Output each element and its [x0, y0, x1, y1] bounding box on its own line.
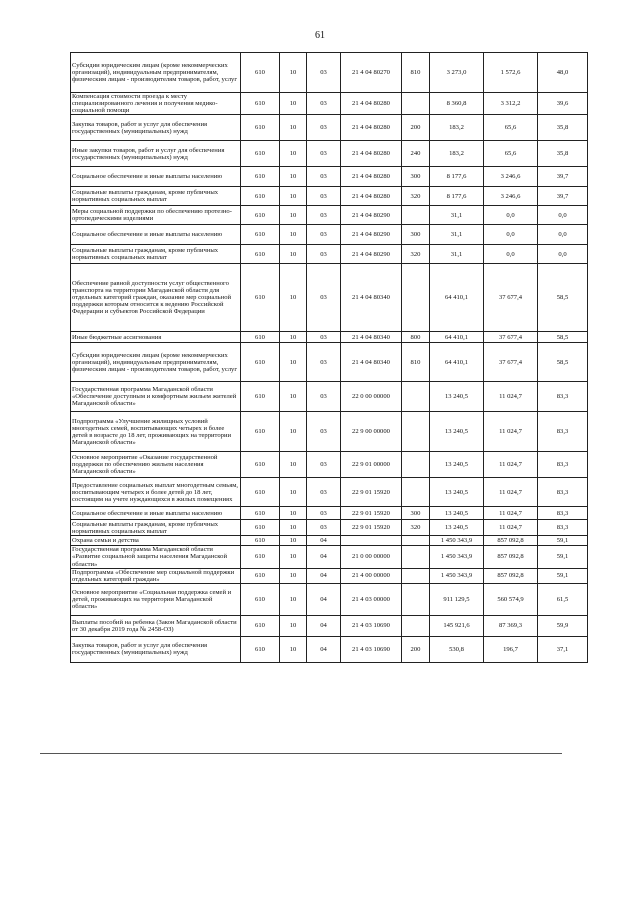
row-type-cell	[402, 615, 430, 636]
row-plan-cell: 1 450 343,9	[430, 536, 484, 546]
row-percent-cell: 59,1	[538, 546, 588, 568]
row-percent-cell: 83,3	[538, 520, 588, 536]
row-type-cell	[402, 412, 430, 452]
row-type-cell	[402, 264, 430, 332]
row-article-cell: 21 4 03 10690	[341, 636, 402, 662]
row-ministry-cell: 610	[241, 636, 280, 662]
row-plan-cell: 145 921,6	[430, 615, 484, 636]
row-ministry-cell: 610	[241, 412, 280, 452]
row-ministry-cell: 610	[241, 478, 280, 507]
row-percent-cell: 35,8	[538, 141, 588, 167]
row-name-cell: Охрана семьи и детства	[71, 536, 241, 546]
row-type-cell	[402, 546, 430, 568]
row-plan-cell: 8 360,8	[430, 93, 484, 115]
row-article-cell: 21 4 03 00000	[341, 583, 402, 615]
row-article-cell: 21 4 04 80270	[341, 53, 402, 93]
row-ministry-cell: 610	[241, 93, 280, 115]
row-name-cell: Закупка товаров, работ и услуг для обеспечения государственных (муниципальных) нужд	[71, 115, 241, 141]
row-actual-cell: 87 369,3	[484, 615, 538, 636]
row-subsection-cell: 03	[307, 343, 341, 382]
row-name-cell: Подпрограмма «Обеспечение мер социальной поддержки отдельных категорий граждан»	[71, 568, 241, 583]
row-name-cell: Обеспечение равной доступности услуг общественного транспорта на территории Магаданской области для отдельных категорий граждан, оказание мер социальной поддержки которым относится к ведению Российской Федерации и субъектов Российской Федерации	[71, 264, 241, 332]
row-name-cell: Иные закупки товаров, работ и услуг для обеспечения государственных (муниципальных) нужд	[71, 141, 241, 167]
row-percent-cell: 83,3	[538, 382, 588, 412]
row-percent-cell: 0,0	[538, 245, 588, 264]
budget-table	[70, 52, 588, 663]
row-article-cell: 21 4 03 10690	[341, 615, 402, 636]
row-type-cell: 320	[402, 520, 430, 536]
row-section-cell: 10	[280, 382, 307, 412]
table-row	[71, 520, 588, 536]
row-article-cell: 21 4 04 80290	[341, 206, 402, 225]
row-section-cell: 10	[280, 53, 307, 93]
table-row	[71, 93, 588, 115]
row-plan-cell: 911 129,5	[430, 583, 484, 615]
row-type-cell	[402, 452, 430, 478]
row-ministry-cell: 610	[241, 115, 280, 141]
table-row	[71, 245, 588, 264]
table-row	[71, 615, 588, 636]
row-actual-cell: 11 024,7	[484, 412, 538, 452]
row-type-cell	[402, 583, 430, 615]
row-ministry-cell: 610	[241, 332, 280, 343]
table-row	[71, 568, 588, 583]
row-article-cell: 21 4 04 80340	[341, 332, 402, 343]
table-row	[71, 507, 588, 520]
row-section-cell: 10	[280, 141, 307, 167]
row-subsection-cell: 04	[307, 636, 341, 662]
row-article-cell: 21 4 04 80280	[341, 167, 402, 187]
row-name-cell: Субсидии юридическим лицам (кроме некоммерческих организаций), индивидуальным предпринимателям, физическим лицам - производителям товаров, работ, услуг	[71, 53, 241, 93]
row-subsection-cell: 03	[307, 452, 341, 478]
row-plan-cell: 13 240,5	[430, 412, 484, 452]
row-plan-cell: 8 177,6	[430, 167, 484, 187]
row-section-cell: 10	[280, 187, 307, 206]
row-ministry-cell: 610	[241, 615, 280, 636]
row-subsection-cell: 03	[307, 225, 341, 245]
row-name-cell: Субсидии юридическим лицам (кроме некоммерческих организаций), индивидуальным предпринимателям, физическим лицам - производителям товаров, работ, услуг	[71, 343, 241, 382]
row-name-cell: Подпрограмма «Улучшение жилищных условий многодетных семей, воспитывающих четырех и более детей в возрасте до 18 лет, проживающих на территории Магаданской области»	[71, 412, 241, 452]
row-actual-cell: 11 024,7	[484, 382, 538, 412]
row-ministry-cell: 610	[241, 206, 280, 225]
row-plan-cell: 13 240,5	[430, 520, 484, 536]
row-percent-cell: 83,3	[538, 452, 588, 478]
row-type-cell: 320	[402, 245, 430, 264]
row-percent-cell: 48,0	[538, 53, 588, 93]
row-plan-cell: 31,1	[430, 206, 484, 225]
row-section-cell: 10	[280, 93, 307, 115]
row-plan-cell: 1 450 343,9	[430, 546, 484, 568]
row-subsection-cell: 03	[307, 520, 341, 536]
row-percent-cell: 39,7	[538, 187, 588, 206]
row-article-cell: 22 9 01 15920	[341, 507, 402, 520]
row-percent-cell: 83,3	[538, 507, 588, 520]
row-actual-cell: 857 092,8	[484, 546, 538, 568]
row-ministry-cell: 610	[241, 264, 280, 332]
row-section-cell: 10	[280, 332, 307, 343]
row-type-cell: 200	[402, 636, 430, 662]
row-type-cell: 300	[402, 167, 430, 187]
row-section-cell: 10	[280, 615, 307, 636]
row-ministry-cell: 610	[241, 507, 280, 520]
row-actual-cell: 65,6	[484, 115, 538, 141]
row-actual-cell: 11 024,7	[484, 452, 538, 478]
row-plan-cell: 64 410,1	[430, 264, 484, 332]
row-actual-cell: 3 246,6	[484, 187, 538, 206]
table-row	[71, 141, 588, 167]
row-section-cell: 10	[280, 225, 307, 245]
row-article-cell: 21 4 04 80280	[341, 187, 402, 206]
row-article-cell: 21 4 04 80290	[341, 245, 402, 264]
row-ministry-cell: 610	[241, 382, 280, 412]
row-subsection-cell: 03	[307, 412, 341, 452]
row-type-cell	[402, 536, 430, 546]
row-section-cell: 10	[280, 520, 307, 536]
row-ministry-cell: 610	[241, 546, 280, 568]
row-section-cell: 10	[280, 536, 307, 546]
row-percent-cell: 83,3	[538, 412, 588, 452]
table-row	[71, 206, 588, 225]
table-row	[71, 583, 588, 615]
row-article-cell	[341, 536, 402, 546]
row-article-cell: 22 0 00 00000	[341, 382, 402, 412]
row-article-cell: 22 9 01 15920	[341, 520, 402, 536]
row-article-cell: 21 4 04 80280	[341, 141, 402, 167]
table-row	[71, 115, 588, 141]
footer-rule	[40, 753, 562, 754]
row-percent-cell: 59,1	[538, 568, 588, 583]
row-section-cell: 10	[280, 206, 307, 225]
table-row	[71, 412, 588, 452]
row-article-cell: 22 9 00 00000	[341, 412, 402, 452]
row-plan-cell: 31,1	[430, 245, 484, 264]
row-name-cell: Социальное обеспечение и иные выплаты населению	[71, 167, 241, 187]
row-plan-cell: 64 410,1	[430, 343, 484, 382]
row-ministry-cell: 610	[241, 245, 280, 264]
row-name-cell: Социальные выплаты гражданам, кроме публичных нормативных социальных выплат	[71, 187, 241, 206]
row-actual-cell: 0,0	[484, 225, 538, 245]
row-subsection-cell: 03	[307, 115, 341, 141]
row-type-cell: 300	[402, 225, 430, 245]
row-section-cell: 10	[280, 245, 307, 264]
row-type-cell	[402, 93, 430, 115]
row-subsection-cell: 03	[307, 245, 341, 264]
row-plan-cell: 1 450 343,9	[430, 568, 484, 583]
row-name-cell: Государственная программа Магаданской области «Обеспечение доступным и комфортным жильем жителей Магаданской области»	[71, 382, 241, 412]
row-subsection-cell: 04	[307, 583, 341, 615]
row-actual-cell: 1 572,6	[484, 53, 538, 93]
row-name-cell: Основное мероприятие «Оказание государственной поддержки по обеспечению жильем населения Магаданской области»	[71, 452, 241, 478]
row-name-cell: Выплаты пособий на ребенка (Закон Магаданской области от 30 декабря 2019 года № 2458-ОЗ)	[71, 615, 241, 636]
row-type-cell: 800	[402, 332, 430, 343]
row-type-cell	[402, 478, 430, 507]
row-ministry-cell: 610	[241, 187, 280, 206]
table-row	[71, 187, 588, 206]
row-ministry-cell: 610	[241, 141, 280, 167]
row-plan-cell: 13 240,5	[430, 452, 484, 478]
row-percent-cell: 0,0	[538, 225, 588, 245]
row-actual-cell: 3 312,2	[484, 93, 538, 115]
row-type-cell: 300	[402, 507, 430, 520]
row-type-cell: 810	[402, 343, 430, 382]
row-section-cell: 10	[280, 546, 307, 568]
row-actual-cell: 37 677,4	[484, 332, 538, 343]
row-subsection-cell: 03	[307, 382, 341, 412]
table-row	[71, 225, 588, 245]
row-article-cell: 21 4 04 80280	[341, 93, 402, 115]
row-article-cell: 21 4 04 80280	[341, 115, 402, 141]
row-percent-cell: 58,5	[538, 332, 588, 343]
table-row	[71, 546, 588, 568]
row-name-cell: Компенсация стоимости проезда к месту специализированного лечения и получения медико-социальной помощи	[71, 93, 241, 115]
row-name-cell: Социальные выплаты гражданам, кроме публичных нормативных социальных выплат	[71, 520, 241, 536]
row-section-cell: 10	[280, 452, 307, 478]
row-plan-cell: 8 177,6	[430, 187, 484, 206]
row-plan-cell: 13 240,5	[430, 382, 484, 412]
row-type-cell: 200	[402, 115, 430, 141]
page-number: 61	[315, 30, 325, 41]
row-actual-cell: 0,0	[484, 206, 538, 225]
row-article-cell: 21 4 04 80290	[341, 225, 402, 245]
table-row	[71, 478, 588, 507]
row-ministry-cell: 610	[241, 568, 280, 583]
row-type-cell	[402, 206, 430, 225]
row-article-cell: 22 9 01 15920	[341, 478, 402, 507]
table-row	[71, 536, 588, 546]
row-subsection-cell: 04	[307, 568, 341, 583]
row-name-cell: Иные бюджетные ассигнования	[71, 332, 241, 343]
row-ministry-cell: 610	[241, 225, 280, 245]
row-ministry-cell: 610	[241, 520, 280, 536]
row-plan-cell: 31,1	[430, 225, 484, 245]
row-plan-cell: 183,2	[430, 141, 484, 167]
row-article-cell: 21 4 04 80340	[341, 343, 402, 382]
row-subsection-cell: 03	[307, 53, 341, 93]
row-name-cell: Социальные выплаты гражданам, кроме публичных нормативных социальных выплат	[71, 245, 241, 264]
row-actual-cell: 37 677,4	[484, 343, 538, 382]
row-actual-cell: 11 024,7	[484, 520, 538, 536]
row-name-cell: Закупка товаров, работ и услуг для обеспечения государственных (муниципальных) нужд	[71, 636, 241, 662]
row-actual-cell: 857 092,8	[484, 536, 538, 546]
row-percent-cell: 83,3	[538, 478, 588, 507]
row-actual-cell: 65,6	[484, 141, 538, 167]
row-actual-cell: 37 677,4	[484, 264, 538, 332]
row-percent-cell: 59,9	[538, 615, 588, 636]
row-percent-cell: 39,6	[538, 93, 588, 115]
row-percent-cell: 37,1	[538, 636, 588, 662]
row-type-cell: 320	[402, 187, 430, 206]
row-percent-cell: 59,1	[538, 536, 588, 546]
row-actual-cell: 11 024,7	[484, 478, 538, 507]
row-section-cell: 10	[280, 412, 307, 452]
row-plan-cell: 530,8	[430, 636, 484, 662]
row-plan-cell: 3 273,0	[430, 53, 484, 93]
row-actual-cell: 560 574,9	[484, 583, 538, 615]
row-plan-cell: 13 240,5	[430, 507, 484, 520]
row-plan-cell: 183,2	[430, 115, 484, 141]
row-subsection-cell: 03	[307, 206, 341, 225]
row-subsection-cell: 04	[307, 615, 341, 636]
row-ministry-cell: 610	[241, 167, 280, 187]
table-row	[71, 452, 588, 478]
row-section-cell: 10	[280, 478, 307, 507]
table-row	[71, 332, 588, 343]
row-ministry-cell: 610	[241, 583, 280, 615]
row-name-cell: Социальное обеспечение и иные выплаты населению	[71, 225, 241, 245]
table-row	[71, 167, 588, 187]
row-article-cell: 21 4 00 00000	[341, 568, 402, 583]
row-section-cell: 10	[280, 507, 307, 520]
row-section-cell: 10	[280, 636, 307, 662]
row-plan-cell: 13 240,5	[430, 478, 484, 507]
row-type-cell: 810	[402, 53, 430, 93]
row-subsection-cell: 03	[307, 264, 341, 332]
row-section-cell: 10	[280, 264, 307, 332]
row-article-cell: 21 0 00 00000	[341, 546, 402, 568]
row-ministry-cell: 610	[241, 343, 280, 382]
row-subsection-cell: 03	[307, 167, 341, 187]
row-section-cell: 10	[280, 167, 307, 187]
row-subsection-cell: 04	[307, 546, 341, 568]
table-row	[71, 343, 588, 382]
row-article-cell: 22 9 01 00000	[341, 452, 402, 478]
row-actual-cell: 3 246,6	[484, 167, 538, 187]
table-row	[71, 636, 588, 662]
table-row	[71, 53, 588, 93]
row-article-cell: 21 4 04 80340	[341, 264, 402, 332]
row-percent-cell: 58,5	[538, 264, 588, 332]
row-actual-cell: 196,7	[484, 636, 538, 662]
row-subsection-cell: 03	[307, 187, 341, 206]
row-subsection-cell: 03	[307, 93, 341, 115]
row-name-cell: Социальное обеспечение и иные выплаты населению	[71, 507, 241, 520]
row-actual-cell: 0,0	[484, 245, 538, 264]
row-name-cell: Государственная программа Магаданской области «Развитие социальной защиты населения Магаданской области»	[71, 546, 241, 568]
row-name-cell: Меры социальной поддержки по обеспечению протезно-ортопедическими изделиями	[71, 206, 241, 225]
row-percent-cell: 0,0	[538, 206, 588, 225]
row-subsection-cell: 03	[307, 141, 341, 167]
row-percent-cell: 61,5	[538, 583, 588, 615]
row-section-cell: 10	[280, 583, 307, 615]
row-type-cell: 240	[402, 141, 430, 167]
row-type-cell	[402, 568, 430, 583]
row-subsection-cell: 03	[307, 507, 341, 520]
row-ministry-cell: 610	[241, 452, 280, 478]
row-percent-cell: 35,8	[538, 115, 588, 141]
row-type-cell	[402, 382, 430, 412]
row-section-cell: 10	[280, 343, 307, 382]
row-section-cell: 10	[280, 115, 307, 141]
row-subsection-cell: 04	[307, 536, 341, 546]
row-name-cell: Предоставление социальных выплат многодетным семьям, воспитывающим четырех и более детей до 18 лет, состоящим на учете нуждающихся в жилых помещениях	[71, 478, 241, 507]
row-percent-cell: 58,5	[538, 343, 588, 382]
row-percent-cell: 39,7	[538, 167, 588, 187]
row-actual-cell: 11 024,7	[484, 507, 538, 520]
row-subsection-cell: 03	[307, 332, 341, 343]
row-subsection-cell: 03	[307, 478, 341, 507]
row-name-cell: Основное мероприятие «Социальная поддержка семей и детей, проживающих на территории Магаданской области»	[71, 583, 241, 615]
row-plan-cell: 64 410,1	[430, 332, 484, 343]
table-row	[71, 264, 588, 332]
row-ministry-cell: 610	[241, 536, 280, 546]
table-row	[71, 382, 588, 412]
row-actual-cell: 857 092,8	[484, 568, 538, 583]
row-ministry-cell: 610	[241, 53, 280, 93]
row-section-cell: 10	[280, 568, 307, 583]
